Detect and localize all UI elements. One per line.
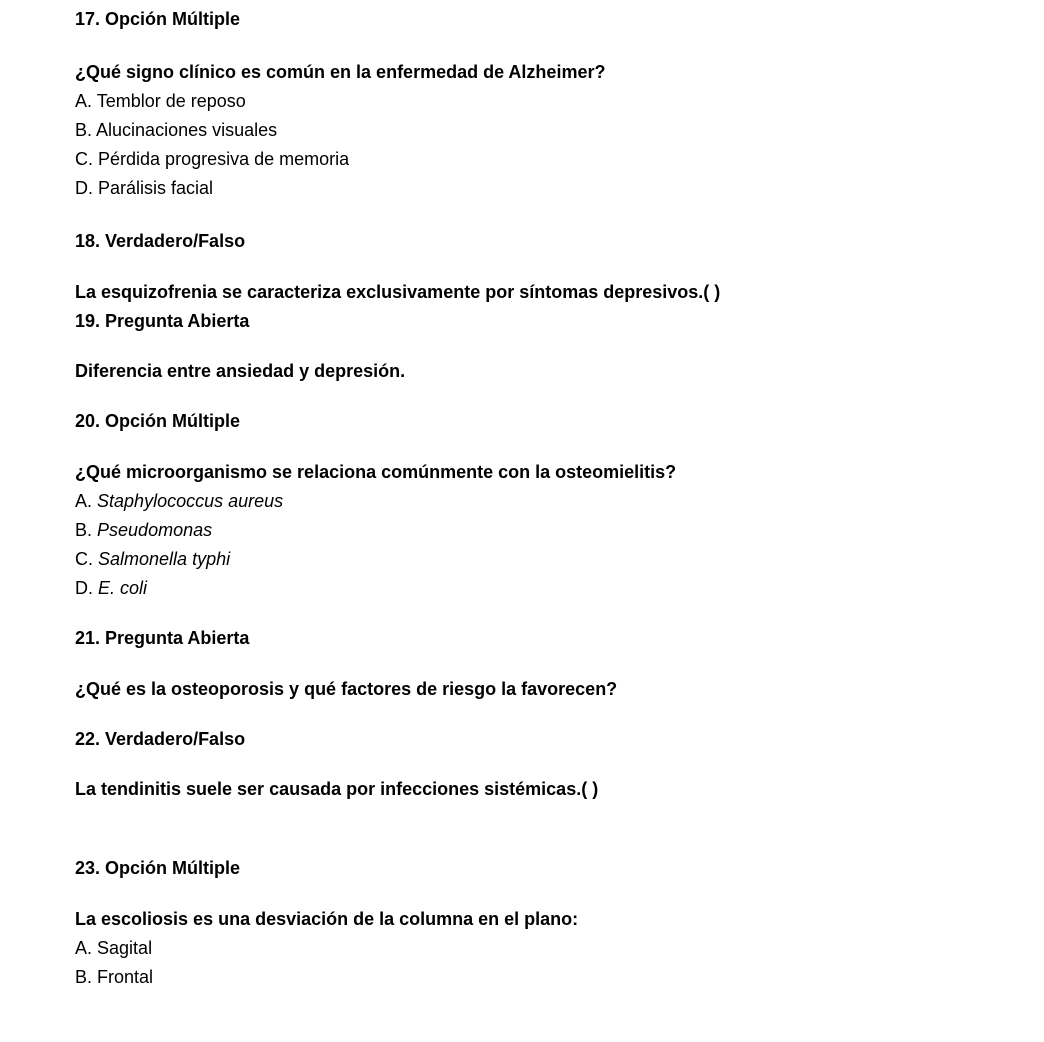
question-23-option-b bbox=[75, 966, 153, 988]
question-21-heading: 21. Pregunta Abierta bbox=[75, 628, 250, 648]
option-letter: C. bbox=[75, 149, 93, 169]
question-18-prompt: La esquizofrenia se caracteriza exclusivamente por síntomas depresivos.( ) bbox=[75, 282, 721, 302]
question-17-option-c bbox=[75, 148, 349, 170]
question-17-prompt: ¿Qué signo clínico es común en la enfermedad de Alzheimer? bbox=[75, 62, 606, 82]
question-20-option-c bbox=[75, 548, 230, 570]
question-20-heading: 20. Opción Múltiple bbox=[75, 411, 241, 431]
option-letter: A. bbox=[75, 938, 93, 958]
option-text: E. coli bbox=[98, 578, 148, 598]
question-22-heading: 22. Verdadero/Falso bbox=[75, 729, 246, 749]
option-letter: B. bbox=[75, 967, 93, 987]
option-text: Pérdida progresiva de memoria bbox=[98, 149, 350, 169]
question-20-option-a bbox=[75, 490, 283, 512]
option-text: Parálisis facial bbox=[98, 178, 214, 198]
option-letter: A. bbox=[75, 91, 93, 111]
question-19-heading: 19. Pregunta Abierta bbox=[75, 311, 250, 331]
option-letter: B. bbox=[75, 520, 93, 540]
question-17-heading: 17. Opción Múltiple bbox=[75, 9, 241, 29]
question-20-option-d bbox=[75, 577, 147, 599]
option-text: Salmonella typhi bbox=[98, 549, 231, 569]
option-letter: C. bbox=[75, 549, 93, 569]
question-17-option-d bbox=[75, 177, 213, 199]
question-19-prompt: Diferencia entre ansiedad y depresión. bbox=[75, 361, 406, 381]
question-18-heading: 18. Verdadero/Falso bbox=[75, 231, 246, 251]
option-text: Pseudomonas bbox=[97, 520, 213, 540]
option-letter: D. bbox=[75, 578, 93, 598]
option-text: Sagital bbox=[97, 938, 153, 958]
option-text: Staphylococcus aureus bbox=[97, 491, 284, 511]
question-23-prompt: La escoliosis es una desviación de la columna en el plano: bbox=[75, 909, 579, 929]
question-21-prompt: ¿Qué es la osteoporosis y qué factores de riesgo la favorecen? bbox=[75, 679, 618, 699]
option-text: Temblor de reposo bbox=[96, 91, 246, 111]
option-text: Alucinaciones visuales bbox=[96, 120, 278, 140]
question-23-option-a bbox=[75, 937, 152, 959]
question-20-option-b bbox=[75, 519, 212, 541]
question-23-heading: 23. Opción Múltiple bbox=[75, 858, 241, 878]
option-letter: A. bbox=[75, 491, 93, 511]
question-17-option-a bbox=[75, 90, 246, 112]
question-17-option-b bbox=[75, 119, 277, 141]
option-text: Frontal bbox=[97, 967, 154, 987]
question-22-prompt: La tendinitis suele ser causada por infecciones sistémicas.( ) bbox=[75, 779, 599, 799]
question-20-prompt: ¿Qué microorganismo se relaciona comúnmente con la osteomielitis? bbox=[75, 462, 677, 482]
option-letter: B. bbox=[75, 120, 93, 140]
option-letter: D. bbox=[75, 178, 93, 198]
